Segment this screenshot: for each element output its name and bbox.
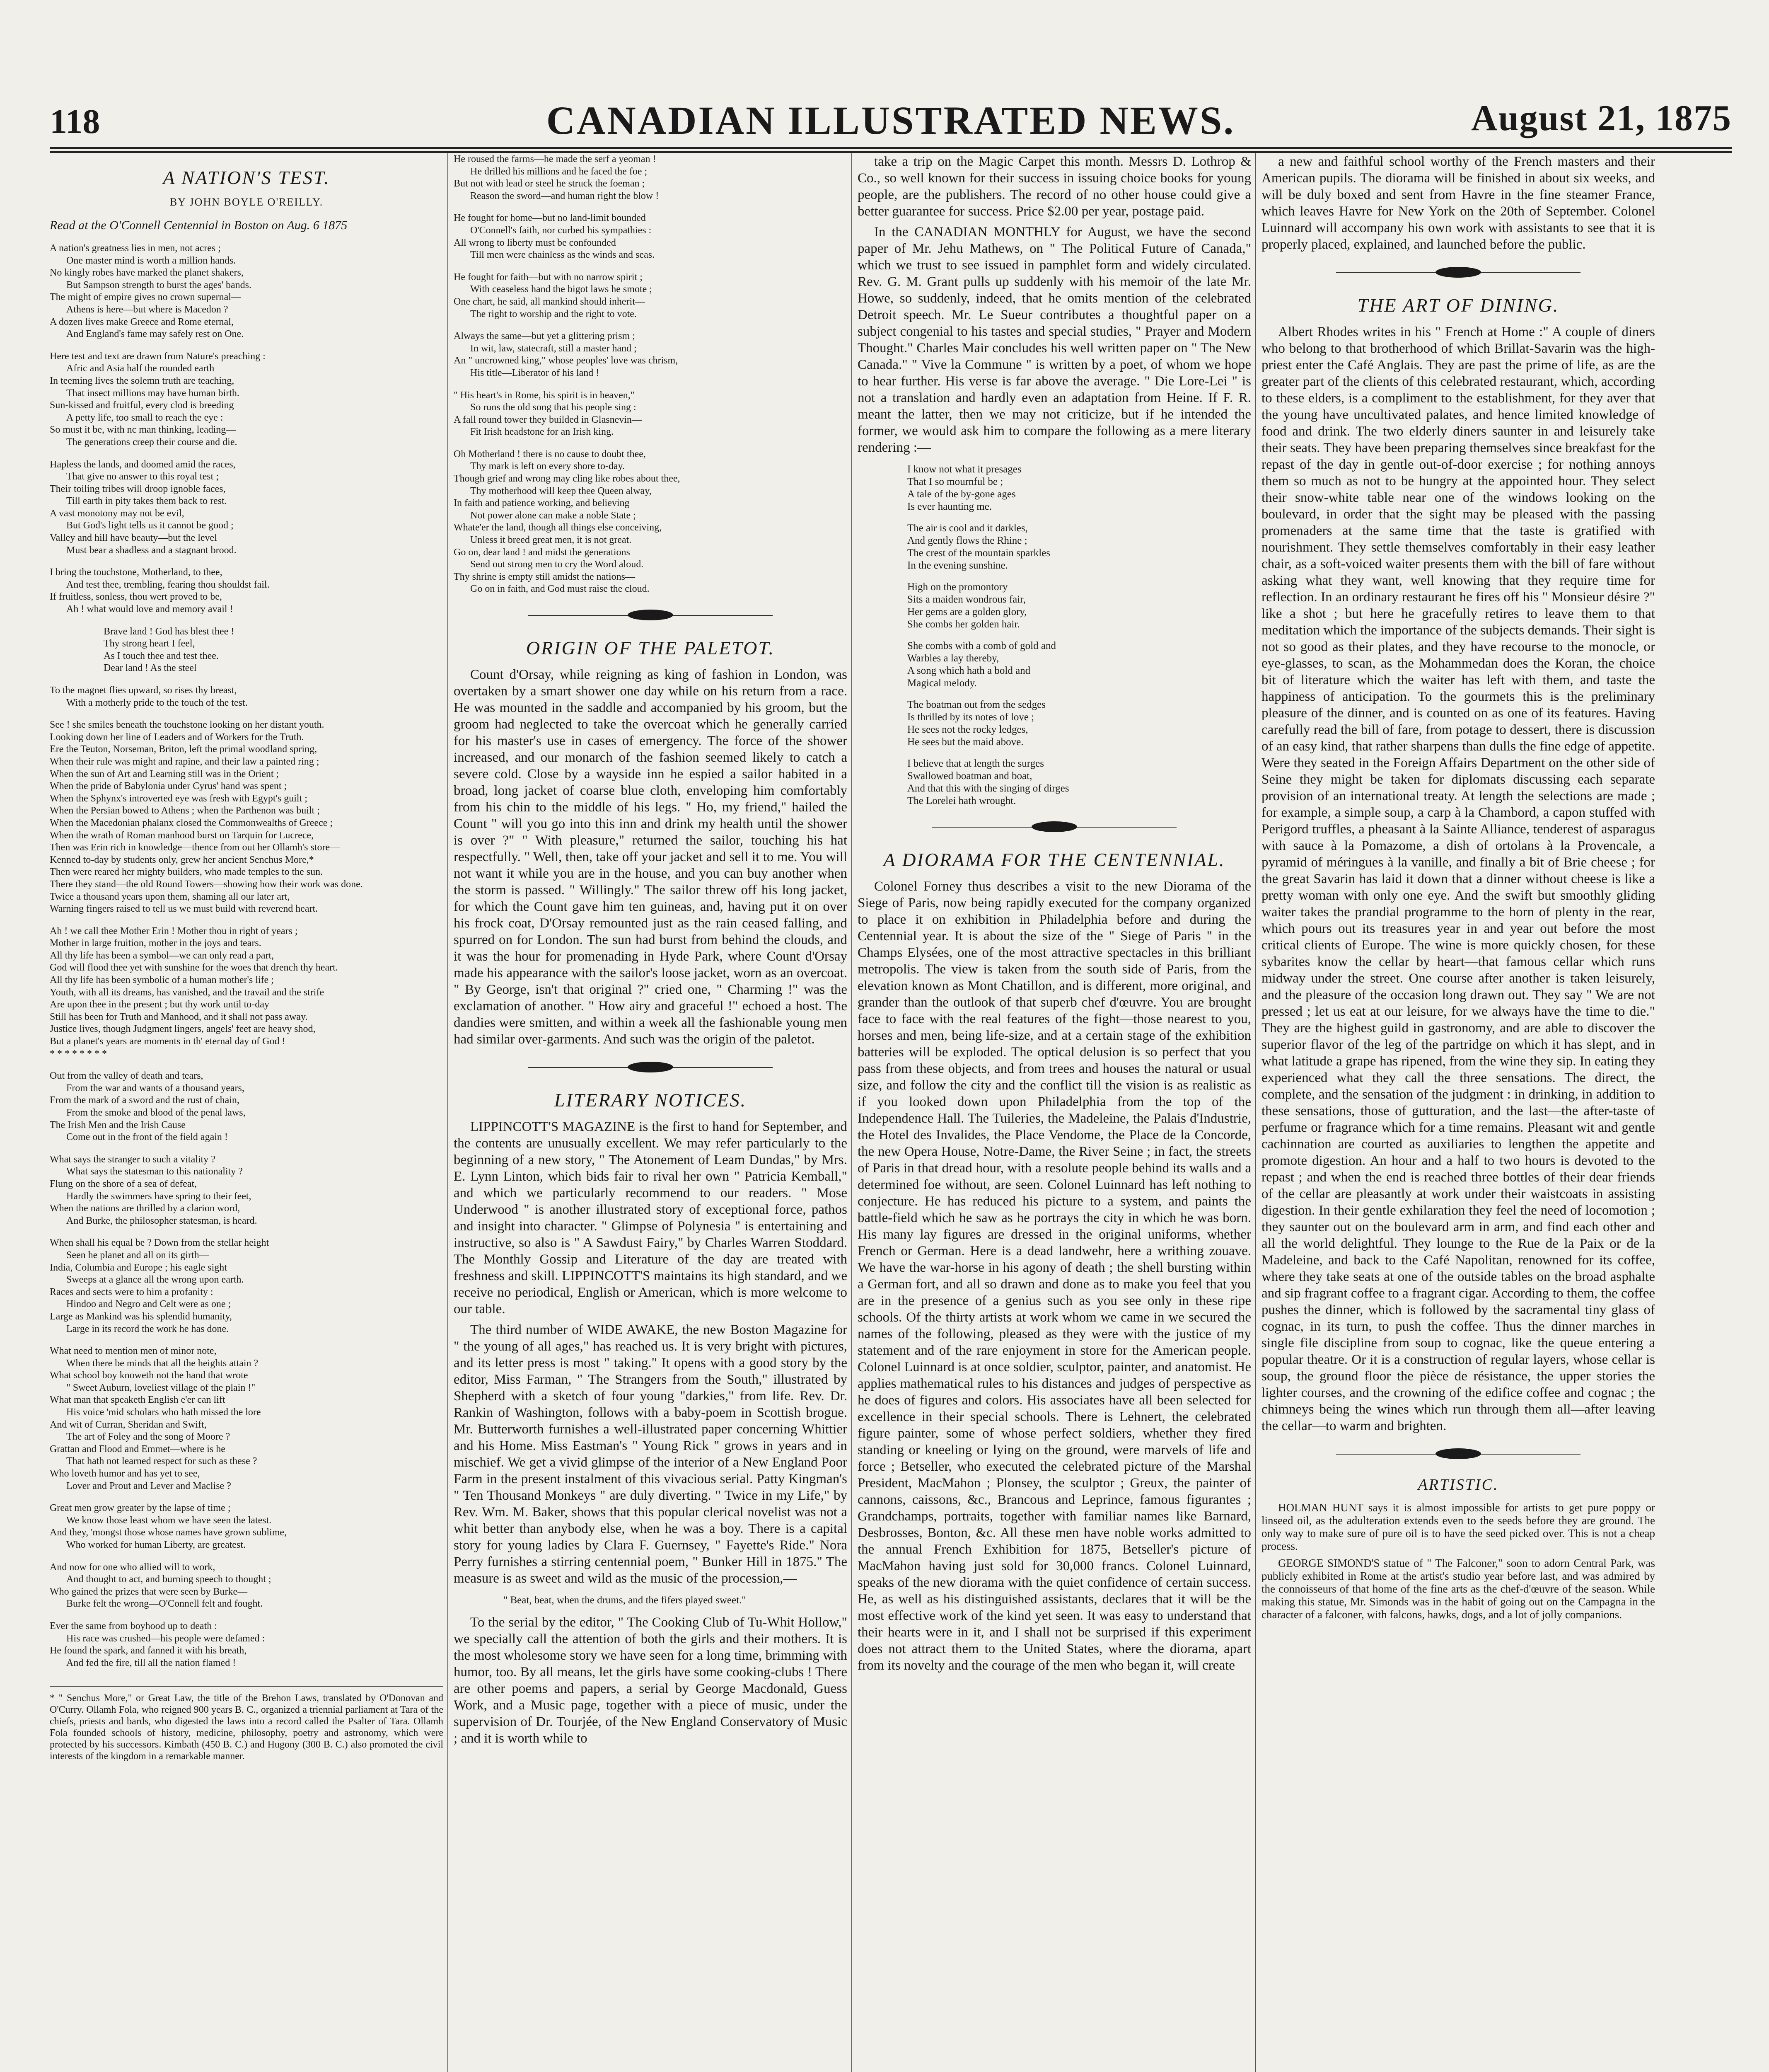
stanza [454, 212, 847, 261]
verse-line: Their toiling tribes will droop ignoble faces, [50, 483, 226, 494]
literary-paragraph: take a trip on the Magic Carpet this month. Messrs D. Lothrop & Co., so well known for their success in issuing choice books for young people, are the publishers. The record of no other house could give a better guarantee for success. Price $2.00 per year, postage paid. [858, 154, 1251, 219]
issue-date: August 21, 1875 [1471, 98, 1732, 138]
verse-line: When the wrath of Roman manhood burst on Tarquin for Lucrece, [50, 830, 314, 841]
verse-line: When shall his equal be ? Down from the stellar height [50, 1237, 269, 1249]
verse-line: Oh Motherland ! there is no cause to doubt thee, [454, 448, 646, 460]
verse-line: A vast monotony may not be evil, [50, 508, 184, 519]
verse-line: So must it be, with nc man thinking, leading— [50, 424, 236, 436]
diorama-paragraph: Colonel Forney thus describes a visit to the new Diorama of the Siege of Paris, now being rapidly executed for the company organized to place it on exhibition in Philadelphia before and during the Centennial year. It is about the size of the " Siege of Paris " in the Champs Elysées, one of the most attractive spectacles in this brilliant metropolis. The view is taken from the south side of Paris, from the elevation known as Mont Chatillon, and is different, more original, and grander than the outlook of that superb chef d'œuvre. You are brought face to face with the real features of the fight—those nearest to you, horses and men, being life-size, and at a certain stage of the exhibition batteries will be exploded. The optical delusion is so perfect that you pass from these objects, and from trees and houses the natural or usual size, and follow the city and the conflict till the vision is as realistic as if you looked down upon Philadelphia from the top of the Independence Hall. The Tuileries, the Madeleine, the Palais d'Industrie, the Hotel des Invalides, the Place Vendome, the Place de la Concorde, the new Opera House, Notre-Dame, the River Seine ; in fact, the streets of Paris in that dread hour, with a resolute people behind its walls and a determined foe without, are seen. Colonel Luinnard has left nothing to conjecture. He has reduced his picture to a system, and paints the battle-field which he saw as he portrays the city in which he was born. His many lay figures are dressed in the original uniforms, whether French or German. Here is a dead landwehr, here a writhing zouave. We have the war-horse in his agony of death ; the shell bursting within a German fort, and all so drawn and done as to make you feel that you are in the presence of a genius such as you see only in these ripe schools. Of the thirty artists at work whom we came in we secured the names of the following, pleased as they were with the justice of my statement and of the rare enjoyment in store for the American people. Colonel Luinnard is at once soldier, sculptor, painter, and anatomist. He applies mathematical rules to his distances and judges of perspective as he does of figures and colors. His associates have all been selected for excellence in their special schools. There is Lehnert, the celebrated figure painter, some of whose perfect soldiers, whether they fired standing or kneeling or lying on the ground, were marvels of life and force ; Betseller, who executed the celebrated picture of the Marshal President, MacMahon ; Plonsey, the sculptor ; Greux, the painter of cannons, caissons, &c., Brancous and Leprince, famous figurantes ; Grandchamps, portraits, together with familiar names like Barnard, Desbrosses, Bonton, &c. All these men have noble works admitted to the annual French Exhibition for 1875, Betseller's picture of MacMahon having just sold for 30,000 francs. Colonel Luinnard, speaks of the new diorama with the quiet confidence of certain success. He, as well as his distinguished assistants, declares that it will be the most effective work of the kind yet seen. It was easy to understand that their hearts were in it, and I shall not be surprised if this experiment does not attract them to the United States, where the diorama, apart from its novelty and the courage of the men who began it, will create [858, 879, 1251, 1673]
stanza [50, 925, 443, 1060]
quote-stanza [907, 699, 1251, 748]
verse-line: In teeming lives the solemn truth are teaching, [50, 375, 234, 386]
stanza [50, 351, 443, 449]
verse-line: Warbles a lay thereby, [907, 653, 999, 664]
verse-line: There they stand—the old Round Towers—showing how their work was done. [50, 879, 363, 890]
verse-line: And wit of Curran, Sheridan and Swift, [50, 1419, 207, 1430]
verse-line: Justice lives, though Judgment lingers, angels' feet are heavy shod, [50, 1024, 316, 1035]
literary-quote: " Beat, beat, when the drums, and the fifers played sweet." [503, 1595, 746, 1606]
verse-line: One master mind is worth a million hands. [66, 255, 236, 266]
verse-line: All thy life has been symbolic of a human mother's life ; [50, 975, 274, 986]
verse-line: The art of Foley and the song of Moore ? [66, 1431, 230, 1443]
verse-line: A dozen lives make Greece and Rome eternal, [50, 316, 234, 327]
verse-line: Great men grow greater by the lapse of time ; [50, 1503, 231, 1514]
verse-line: Her gems are a golden glory, [907, 606, 1027, 617]
stanza [454, 390, 847, 438]
verse-line: He fought for faith—but with no narrow spirit ; [454, 271, 643, 283]
verse-line: He sees but the maid above. [907, 736, 1024, 748]
diorama-paragraph: a new and faithful school worthy of the French masters and their American pupils. The diorama will be finished in about six weeks, and will be duly boxed and sent from Havre in the fine steamer France, which leaves Havre for New York on the 20th of September. Colonel Luinnard will accompany his own work with assistants to see that it is properly placed, explained, and launched before the public. [1262, 154, 1655, 252]
verse-line: He roused the farms—he made the serf a yeoman ! [454, 154, 656, 165]
verse-line: See ! she smiles beneath the touchstone looking on her distant youth. [50, 719, 324, 731]
footnote: * " Senchus More," or Great Law, the title of the Brehon Laws, translated by O'Donovan and O'Curry. Ollamh Fola, who reigned 900 years B. C., organized a triennial parliament at Tara of the chiefs, priests and bards, who digested the laws into a record called the Psalter of Tara. Ollamh Fola founded schools of history, medicine, philosophy, poetry and astronomy, which were protected by his successors. Kimbath (450 B. C.) and Hugony (300 B. C.) also promoted the civil interests of the kingdom in a remarkable manner. [50, 1686, 443, 1762]
verse-line: His title—Liberator of his land ! [470, 367, 599, 378]
stanza [50, 1561, 443, 1610]
lorelei-quote [907, 463, 1251, 807]
verse-line: And they, 'mongst those whose names have grown sublime, [50, 1527, 287, 1538]
verse-line: Athens is here—but where is Macedon ? [66, 304, 228, 315]
verse-line [50, 709, 443, 719]
newspaper-title: CANADIAN ILLUSTRATED NEWS. [546, 98, 1235, 143]
verse-line: Lover and Prout and Lever and Maclise ? [66, 1480, 231, 1491]
verse-line: And thought to act, and burning speech to thought ; [66, 1574, 271, 1585]
literary-paragraph: In the CANADIAN MONTHLY for August, we have the second paper of Mr. Jehu Mathews, on " The Political Future of Canada," which we trust to see issued in pamphlet form and widely circulated. Rev. G. M. Grant pulls up suddenly with his memoir of the late Mr. Howe, so suddenly, indeed, that he omits mention of the celebrated Detroit speech. Mr. Le Sueur contributes a thoughtful paper on a subject congenial to his tastes and special studies, " Prayer and Modern Thought." Charles Mair concludes his well written paper on " The New Canada." " Vive la Commune " is written by a poet, of whom we hope to hear further. His verse is far above the average. " Die Lore-Lei " is not a translation and hardly even an adaptation from Heine. If F. R. meant the latter, then we may not criticize, but if he intended the former, we would ask him to compare the following as a mere literary rendering :— [858, 225, 1251, 455]
stanza [454, 330, 847, 379]
quote-stanza [907, 758, 1251, 807]
verse-line: Though grief and wrong may cling like robes about thee, [454, 473, 680, 484]
stanza [454, 271, 847, 320]
verse-line: I bring the touchstone, Motherland, to thee, [50, 567, 222, 578]
verse-line: He found the spark, and fanned it with his breath, [50, 1645, 247, 1656]
verse-line: The boatman out from the sedges [907, 699, 1046, 710]
stanza [50, 1070, 443, 1144]
verse-line: Warning fingers raised to tell us we must build with reverend heart. [50, 903, 318, 915]
verse-line: His voice 'mid scholars who hath missed the lore [66, 1407, 261, 1418]
verse-line: Fit Irish headstone for an Irish king. [470, 426, 614, 438]
quote-stanza [907, 463, 1251, 513]
verse-line: A fall round tower they builded in Glasnevin— [454, 414, 642, 425]
verse-line: What says the stranger to such a vitality ? [50, 1154, 215, 1165]
verse-line: Thy strong heart I feel, [104, 638, 195, 649]
verse-line: Valley and hill have beauty—but the level [50, 533, 217, 544]
quote-stanza [907, 522, 1251, 572]
artistic-title: ARTISTIC. [1418, 1476, 1499, 1493]
verse-line: Magical melody. [907, 678, 977, 689]
verse-line: Races and sects were to him a profanity : [50, 1286, 213, 1297]
verse-line: A song which hath a bold and [907, 665, 1031, 676]
verse-line: That give no answer to this royal test ; [66, 471, 219, 482]
column-divider [1255, 153, 1256, 2072]
verse-line: Ever the same from boyhood up to death : [50, 1620, 217, 1631]
verse-line: Hardly the swimmers have spring to their feet, [66, 1191, 251, 1202]
verse-line: No kingly robes have marked the planet shakers, [50, 267, 244, 278]
literary-paragraph: LIPPINCOTT'S MAGAZINE is the first to hand for September, and the contents are unusually excellent. We may refer particularly to the beginning of a new story, " The Atonement of Leam Dundas," by Mrs. E. Lynn Linton, which bids fair to rival her own " Patricia Kemball," and which we particularly recommend to our readers. " Mose Underwood " is another illustrated story of exceptional force, pathos and insight into character. " Glimpse of Polynesia " is entertaining and instructive, so also is " A Sawdust Fairy," by Charles Warren Stoddard. The Monthly Gossip and Literature of the day are treated with freshness and skill. LIPPINCOTT'S maintains its high standard, and we receive no periodical, English or American, which is more welcome to our table. [454, 1119, 847, 1317]
verse-line: But a planet's years are moments in th' eternal day of God ! [50, 1036, 285, 1047]
verse-line: O'Connell's faith, nor curbed his sympathies : [470, 225, 652, 236]
verse-line: Are upon thee in the present ; but thy work until to-day [50, 999, 269, 1010]
verse-line: But not with lead or steel he struck the foeman ; [454, 178, 645, 189]
verse-line: Who gained the prizes that were seen by Burke— [50, 1586, 248, 1597]
verse-line: Is thrilled by its notes of love ; [907, 712, 1034, 723]
verse-line: A nation's greatness lies in men, not acres ; [50, 243, 221, 254]
stanza [454, 448, 847, 595]
verse-line: From the war and wants of a thousand years, [66, 1082, 244, 1094]
verse-line: He drilled his millions and he faced the foe ; [470, 166, 648, 177]
verse-line: Thy motherhood will keep thee Queen alway, [470, 485, 652, 496]
column-4 [1262, 153, 1655, 2072]
verse-line: Swallowed boatman and boat, [907, 770, 1032, 782]
verse-line: Kenned to-day by students only, grew her ancient Senchus More,* [50, 854, 314, 865]
section-divider [1262, 1446, 1655, 1462]
verse-line: " Sweet Auburn, loveliest village of the plain !" [66, 1382, 256, 1393]
verse-line: Come out in the front of the field again ! [66, 1132, 228, 1143]
verse-line: High on the promontory [907, 581, 1008, 593]
stanza [50, 566, 443, 615]
verse-line: Hapless the lands, and doomed amid the races, [50, 459, 236, 470]
verse-line: Looking down her line of Leaders and of Workers for the Truth. [50, 731, 304, 743]
verse-line: The generations creep their course and die. [66, 436, 237, 448]
verse-line: In wit, law, statecraft, still a master hand ; [470, 343, 637, 354]
verse-line: We know those least whom we have seen the latest. [66, 1515, 272, 1526]
verse-line: The crest of the mountain sparkles [907, 547, 1051, 559]
masthead [50, 89, 1732, 151]
verse-line: Out from the valley of death and tears, [50, 1070, 203, 1082]
verse-line: Grattan and Flood and Emmet—where is he [50, 1443, 225, 1455]
column-divider [447, 153, 448, 2072]
verse-line: From the mark of a sword and the rust of chain, [50, 1095, 239, 1106]
dining-title: THE ART OF DINING. [1357, 295, 1559, 316]
verse-line: And now for one who allied will to work, [50, 1561, 215, 1573]
stanza [454, 153, 847, 202]
verse-line: An " uncrowned king," whose peoples' love was chrism, [454, 355, 678, 366]
verse-line: When the pride of Babylonia under Cyrus' hand was spent ; [50, 781, 287, 792]
verse-line: In faith and patience working, and believing [454, 498, 630, 509]
verse-line: The Irish Men and the Irish Cause [50, 1119, 186, 1130]
poem-byline: BY JOHN BOYLE O'REILLY. [169, 196, 324, 208]
verse-line: * * * * * * * * [50, 1048, 107, 1059]
verse-line: When the sun of Art and Learning still was in the Orient ; [50, 768, 279, 779]
paletot-title: ORIGIN OF THE PALETOT. [526, 637, 775, 658]
verse-line: The might of empire gives no crown supernal— [50, 292, 241, 303]
stanza [50, 1237, 443, 1335]
verse-line: Ah ! we call thee Mother Erin ! Mother thou in right of years ; [50, 925, 298, 937]
verse-line: And gently flows the Rhine ; [907, 535, 1027, 546]
verse-line: God will flood thee yet with sunshine for the woes that drench thy heart. [50, 962, 338, 973]
column-divider [851, 153, 852, 2072]
verse-line: With ceaseless hand the bigot laws he smote ; [470, 284, 652, 295]
verse-line: A petty life, too small to reach the eye : [66, 412, 223, 423]
verse-line: As I touch thee and test thee. [104, 650, 219, 661]
verse-line: Dear land ! As the steel [104, 663, 197, 674]
verse-line: And that this with the singing of dirges [907, 783, 1069, 794]
verse-line: Till earth in pity takes them back to rest. [66, 496, 227, 507]
verse-line: Brave land ! God has blest thee ! [104, 626, 234, 637]
poem-body [50, 242, 443, 1669]
verse-line: And Burke, the philosopher statesman, is heard. [66, 1215, 257, 1226]
verse-line: Always the same—but yet a glittering prism ; [454, 331, 635, 342]
verse-line: Go on, dear land ! and midst the generations [454, 547, 630, 558]
verse-line: Must bear a shadless and a stagnant brood. [66, 545, 237, 556]
verse-line: Twice a thousand years upon them, shaming all our later art, [50, 891, 290, 902]
verse-line: Seen he planet and all on its girth— [66, 1249, 209, 1261]
literary-title: LITERARY NOTICES. [554, 1089, 747, 1111]
verse-line: Send out strong men to cry the Word aloud. [470, 559, 644, 570]
section-divider [858, 819, 1251, 835]
stanza [50, 1154, 443, 1227]
verse-line: That I so mournful be ; [907, 476, 1003, 487]
stanza [50, 1502, 443, 1551]
verse-line: From the smoke and blood of the penal laws, [66, 1107, 246, 1118]
dining-paragraph: Albert Rhodes writes in his " French at Home :" A couple of diners who belong to that brotherhood of which Brillat-Savarin was the high-priest enter the Café Anglais. They are past the prime of life, as are the greater part of the clients of this celebrated restaurant, which, according to these elders, is a compliment to the establishment, for they aver that the young have uncultivated palates, and hence limited knowledge of food and drink. The two elderly diners saunter in and leisurely take their seats. They have been preparing themselves since breakfast for the repast of the day in gentle out-of-door exercise ; for nothing annoys them so much as not to be hungry at the appointed hour. They select their snow-white table near one of the windows looking on the boulevard, in order that the sight may be pleased with the passing promenaders at the same time that the taste is gratified with nourishment. They settle themselves comfortably in their easy leather chair, as a soft-voiced waiter presents them with the bill of fare without asking what they want, well knowing that they require time for reflection. In an ordinary restaurant he fires off his " Monsieur désire ?" like a shot ; but here he gracefully retires to leave them to that meditation which the importance of the subjects demands. Their sight is not so good as their plates, and they have recourse to the monocle, or eye-glasses, to scan, as the Mohammedan does the Koran, the choice bit of literature which the waiter has left with them, and taste the happiness of anticipation. To the gourmets this is the preliminary pleasure of the dinner, and is counted on as one of its features. Having carefully read the bill of fare, from potage to dessert, there is discussion of an easy kind, that rather sharpens than dulls the fine edge of appetite. Were they seated in the Foreign Affairs Department on the other side of Seine they might be taken for diplomats discussing each separate provision of an international treaty. At length the selections are made ; for example, a simple soup, a carp à la Chambord, a capon stuffed with Perigord truffles, a pheasant à la Sainte Alliance, tenderest of asparagus with sauce à la Pomazome, a dish of ortolans à la Provencale, a pyramid of méringues à la vanille, and finally a bit of Brie cheese ; for the great Savarin has laid it down that a dinner without cheese is like a pretty woman with only one eye. And the swift but smoothly gliding waiter takes the prandial programme to the horn of plenty in the rear, which pours out its treasures year in and year out before the most critical clients of Europe. The wine is more quickly chosen, for these sybarites know the cellar by heart—that famous cellar which runs midway under the street. One course after another is taken leisurely, and the pleasure of the occasion long drawn out. They say " We are not pressed ; let us eat at our leisure, for we always have the time to die." They are the highest guild in gastronomy, and are able to discover the superior flavor of the leg of the partridge on which it has slept, and in what latitude a grape has ripened, from the wine they sip. In eating they experienced what they call the three sensations. The direct, the complete, and the sensation of the judgment : in drinking, in addition to these sensations, those of gutturation, and the last—the after-taste of perfume or fragrance which for a time remains. Pleasant wit and gentle cachinnation are courted as auxiliaries to lengthen the appetite and promote digestion. An hour and a half to two hours is devoted to the repast ; and when the end is reached three bottles of their dear friends of the cellar are pleasantly at work under their waistcoats in assisting digestion. In their gentle exhilaration they feel the need of locomotion ; they saunter out on the boulevard arm in arm, and find each other and all the world delightful. They lounge to the Rue de la Paix or de la Madeleine, and back to the Café Napolitan, renowned for its coffee, where they take seats at one of the outside tables on the broad asphalte and sip fragrant coffee to a fragrant cigar. According to them, the coffee pushes the dinner, which is followed by the sacramental tiny glass of cognac, in its turn, to push the coffee. Thus the dinner marches in single file discipline from soup to cognac, like the queue entering a popular theatre. Or it is a construction of regular layers, whose cellar is soup, the ground floor the pièce de résistance, the upper stories the lighter courses, and the crowning of the edifice coffee and cognac ; the chimneys being the wines which run through them all—after leaving the cellar—to warm and brighten. [1262, 324, 1655, 1433]
verse-line: The air is cool and it darkles, [907, 523, 1028, 534]
verse-line: All wrong to liberty must be confounded [454, 237, 616, 248]
stanza [50, 1345, 443, 1492]
poem-occasion: Read at the O'Connell Centennial in Boston on Aug. 6 1875 [50, 218, 348, 232]
verse-line: To the magnet flies upward, so rises thy breast, [50, 685, 237, 696]
verse-line: Sun-kissed and fruitful, every clod is breeding [50, 400, 234, 411]
artistic-paragraph: GEORGE SIMOND'S statue of " The Falconer," soon to adorn Central Park, was publicly exhibited in Rome at the artist's studio year before last, and was admired by the connoisseurs of that home of the fine arts as the chef-d'œuvre of the season. While making this statue, Mr. Simonds was in the habit of going out on the Campagna in the character of a falconer, with falcons, hawks, dogs, and a lot of jolly companions. [1262, 1557, 1655, 1621]
verse-line: Mother in large fruition, mother in the joys and tears. [50, 938, 261, 949]
verse-line: Unless it breed great men, it is not great. [470, 535, 632, 546]
section-divider [454, 607, 847, 624]
verse-line: When their rule was might and rapine, and their law a painted ring ; [50, 756, 319, 767]
verse-line: But God's light tells us it cannot be good ; [66, 520, 234, 531]
verse-line: Here test and text are drawn from Nature's preaching : [50, 351, 266, 362]
masthead-rule-1 [50, 147, 1732, 149]
stanza [50, 459, 443, 557]
verse-line: When the nations are thrilled by a clarion word, [50, 1203, 240, 1214]
verse-line: So runs the old song that his people sing : [470, 402, 636, 413]
verse-line: " His heart's in Rome, his spirit is in heaven," [454, 390, 635, 401]
verse-line: Then was Erin rich in knowledge—thence from out her Ollamh's store— [50, 842, 340, 853]
verse-line: One chart, he said, all mankind should inherit— [454, 296, 645, 307]
verse-line: He fought for home—but no land-limit bounded [454, 213, 646, 224]
verse-line: India, Columbia and Europe ; his eagle sight [50, 1262, 227, 1273]
quote-stanza [907, 640, 1251, 690]
verse-line: Hindoo and Negro and Celt were as one ; [66, 1299, 231, 1310]
verse-line: Youth, with all its dreams, has vanished, and the travail and the strife [50, 987, 324, 998]
verse-line: Large in its record the work he has done. [66, 1323, 229, 1334]
verse-line: Large as Mankind was his splendid humanity, [50, 1311, 232, 1322]
verse-line: When the Macedonian phalanx closed the Commonwealths of Greece ; [50, 817, 333, 828]
verse-line: That hath not learned respect for such as these ? [66, 1456, 257, 1467]
verse-line: When the Sphynx's introverted eye was fresh with Egypt's guilt ; [50, 793, 307, 804]
verse-line: Thy shrine is empty still amidst the nations— [454, 571, 635, 582]
verse-line: Ere the Teuton, Norseman, Briton, left the primal woodland spring, [50, 744, 317, 755]
verse-line: Not power alone can make a noble State ; [470, 510, 636, 521]
verse-line: Sweeps at a glance all the wrong upon earth. [66, 1274, 244, 1285]
verse-line: When the Persian bowed to Athens ; when the Parthenon was built ; [50, 805, 320, 816]
page-number: 118 [50, 102, 100, 141]
verse-line: I believe that at length the surges [907, 758, 1044, 769]
verse-line: All thy life has been a symbol—we can only read a part, [50, 950, 274, 961]
verse-line: Burke felt the wrong—O'Connell felt and fought. [66, 1598, 263, 1610]
verse-line: Afric and Asia half the rounded earth [66, 363, 215, 374]
diorama-title: A DIORAMA FOR THE CENTENNIAL. [883, 849, 1225, 870]
verse-line: What says the statesman to this nationality ? [66, 1166, 243, 1177]
verse-line: Ah ! what would love and memory avail ! [66, 604, 233, 615]
verse-line: Who worked for human Liberty, are greatest. [66, 1539, 246, 1550]
verse-line: I know not what it presages [907, 464, 1022, 475]
quote-stanza [907, 581, 1251, 631]
verse-line: With a motherly pride to the touch of the test. [66, 697, 248, 708]
masthead-rule-2 [50, 151, 1732, 153]
verse-line: Reason the sword—and human right the blow ! [470, 190, 659, 201]
verse-line: Is ever haunting me. [907, 501, 992, 512]
verse-line: She combs with a comb of gold and [907, 640, 1056, 651]
verse-line: He sees not the rocky ledges, [907, 724, 1028, 735]
verse-line: Whate'er the land, though all things else conceiving, [454, 522, 662, 533]
stanza [50, 626, 443, 675]
verse-line: Go on in faith, and God must raise the cloud. [470, 583, 650, 595]
column-3 [858, 153, 1251, 2072]
verse-line: Sits a maiden wondrous fair, [907, 594, 1026, 605]
verse-line: What school boy knoweth not the hand that wrote [50, 1370, 248, 1381]
verse-line: A tale of the by-gone ages [907, 489, 1016, 500]
column-1 [50, 153, 443, 2072]
verse-line: That insect millions may have human birth. [66, 387, 239, 399]
section-divider [1262, 264, 1655, 281]
stanza [50, 1620, 443, 1669]
section-divider [454, 1059, 847, 1076]
verse-line: The right to worship and the right to vote. [470, 308, 637, 320]
verse-line: Who loveth humor and has yet to see, [50, 1468, 200, 1479]
poem-continuation [454, 153, 847, 595]
verse-line: When there be minds that all the heights attain ? [66, 1358, 259, 1369]
poem-title: A NATION'S TEST. [163, 167, 330, 188]
verse-line: She combs her golden hair. [907, 619, 1020, 630]
verse-line: What man that speaketh English e'er can lift [50, 1394, 225, 1406]
verse-line: Still has been for Truth and Manhood, and it shall not pass away. [50, 1011, 308, 1022]
verse-line: The Lorelei hath wrought. [907, 795, 1016, 806]
artistic-paragraph: HOLMAN HUNT says it is almost impossible for artists to get pure poppy or linseed oil, as the adulteration extends even to the seeds before they are ground. The only way to make sure of pure oil is to have the seed picked over. This is not a cheap process. [1262, 1501, 1655, 1552]
verse-line: And fed the fire, till all the nation flamed ! [66, 1657, 236, 1668]
stanza [50, 242, 443, 341]
verse-line: And England's fame may safely rest on One. [66, 329, 244, 340]
verse-line: Till men were chainless as the winds and seas. [470, 249, 655, 261]
stanza [50, 685, 443, 915]
verse-line: Flung on the shore of a sea of defeat, [50, 1178, 197, 1189]
verse-line: If fruitless, sonless, thou wert proved to be, [50, 591, 222, 603]
paletot-paragraph: Count d'Orsay, while reigning as king of fashion in London, was overtaken by a smart shower one day while on his return from a race. He was mounted in the saddle and accompanied by his groom, but the groom had neglected to take the overcoat which he generally carried for his master's use in cases of emergency. The force of the shower increased, and our monarch of the fashion seemed likely to catch a severe cold. Close by a wayside inn he espied a sailor habited in a broad, long jacket of coarse blue cloth, enveloping him comfortably from his chin to the middle of his legs. " Ho, my friend," hailed the Count " will you go into this inn and drink my health until the shower is over ?" " With pleasure," returned the sailor, touching his hat respectfully. " Well, then, take off your jacket and sell it to me. You will not want it while you are in the house, and you can buy another when the storm is passed. " Willingly." The sailor threw off his long jacket, for which the Count gave him ten guineas, and, having put it on over his frock coat, D'Orsay remounted just as the rain ceased falling, and spurred on for London. The sun had burst from behind the clouds, and it was the hour for promenading in Hyde Park, where Count d'Orsay made his appearance with the sailor's loose jacket, worn as an overcoat. " By George, isn't that original ?" cried one, " Charming !" was the exclamation of another. " How airy and graceful !" echoed a host. The dandies were smitten, and within a week all the fashionable young men had similar over-garments. And such was the origin of the paletot. [454, 667, 847, 1047]
literary-paragraph: The third number of WIDE AWAKE, the new Boston Magazine for " the young of all ages," has reached us. It is very bright with pictures, and its letter press is most " taking." It opens with a good story by the editor, Miss Farman, " The Strangers from the South," illustrated by Shepherd with a sketch of four young "darkies," from life. Rev. Dr. Rankin of Washington, follows with a baby-poem in Scottish brogue. Mr. Butterworth furnishes a well-illustrated paper concerning Whittier and his Home. Miss Eastman's " Young Rick " grows in years and in mischief. We get a vivid glimpse of the interior of a New England Poor Farm in the present instalment of this vivacious serial. Patty Kingman's " Ten Thousand Monkeys " are duly diverting. " Twice in my Life," by Rev. Wm. M. Baker, shows that this popular clerical novelist was not a whit better than anybody else, when he was a boy. There is a capital story for young ladies by Clara F. Guernsey, " Fayette's Ride." Nora Perry furnishes a stirring centennial poem, " Bunker Hill in 1875." The measure is as sweet and wild as the music of the procession,— [454, 1322, 847, 1586]
verse-line: But Sampson strength to burst the ages' bands. [66, 279, 251, 290]
literary-paragraph: To the serial by the editor, " The Cooking Club of Tu-Whit Hollow," we specially call the attention of both the girls and their mothers. It is the most wholesome story we have seen for a long time, brimming with humor, too. By all means, let the girls have some cooking-clubs ! There are other poems and papers, a serial by George Macdonald, Guess Work, and a Music page, together with a piece of music, under the supervision of Dr. Tourjée, of the New England Conservatory of Music ; and it is worth while to [454, 1615, 847, 1746]
verse-line: And test thee, trembling, fearing thou shouldst fail. [66, 579, 270, 590]
verse-line: His race was crushed—his people were defamed : [66, 1633, 265, 1644]
verse-line: Then were reared her mighty builders, who made temples to the sun. [50, 867, 323, 878]
verse-line: In the evening sunshine. [907, 560, 1008, 571]
paletot-article [454, 666, 847, 1048]
column-2 [454, 153, 847, 2072]
verse-line: Thy mark is left on every shore to-day. [470, 461, 625, 472]
verse-line: What need to mention men of minor note, [50, 1346, 217, 1357]
